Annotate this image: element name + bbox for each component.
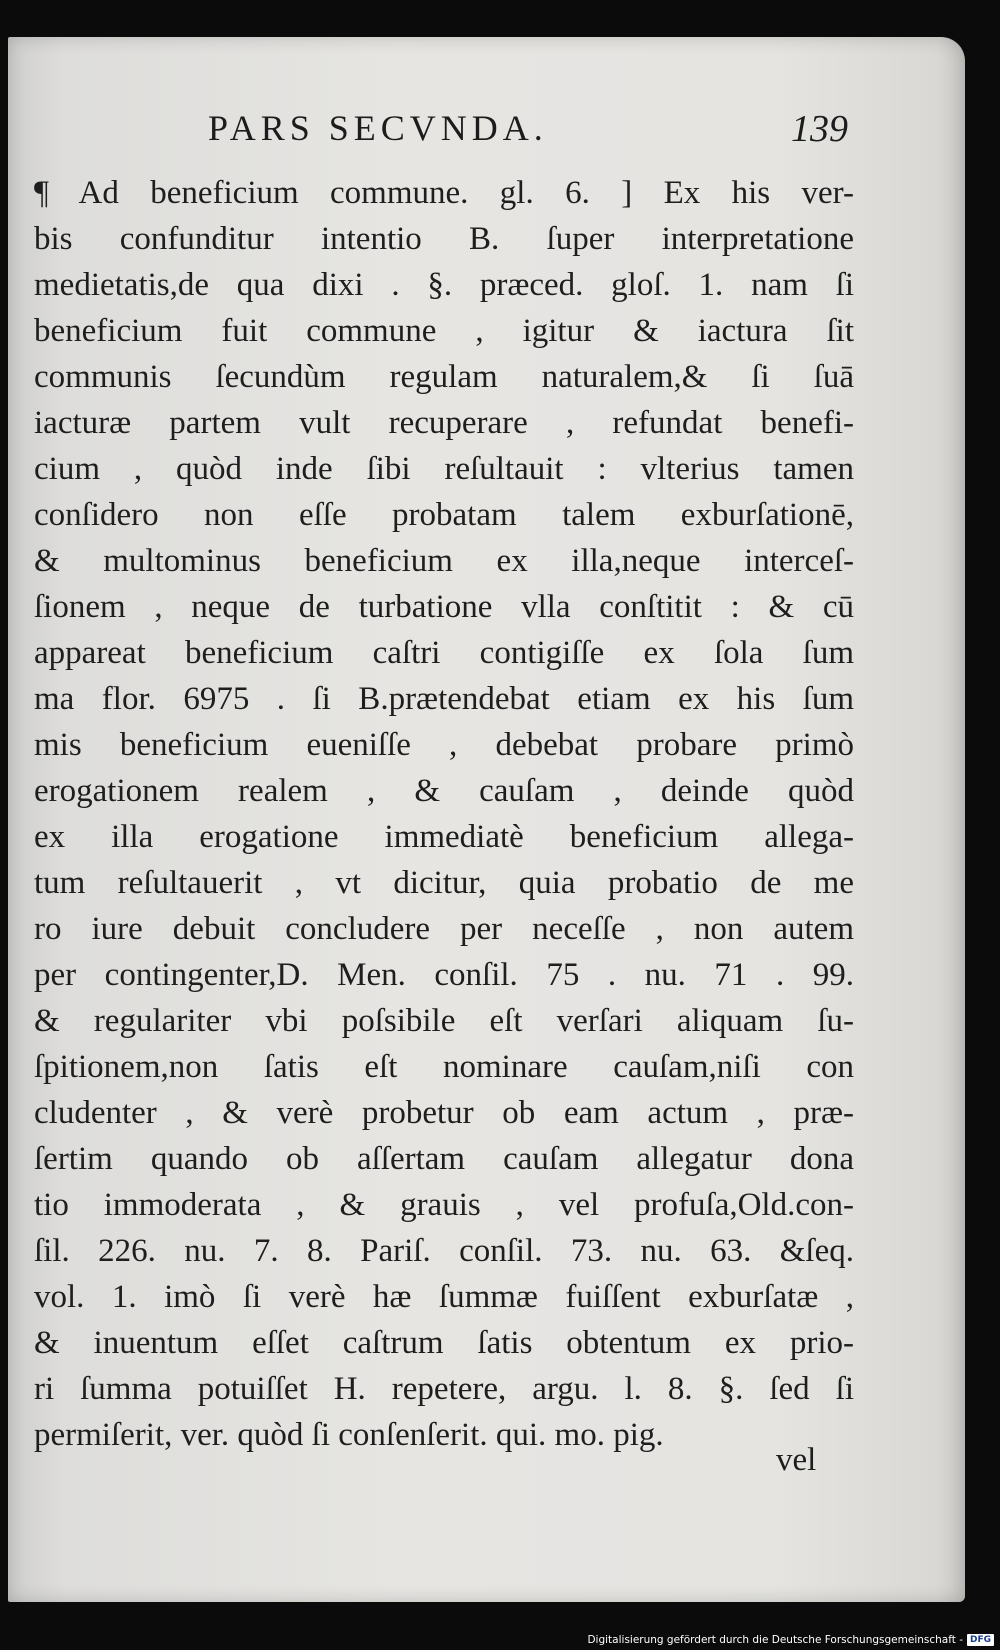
text-line: cludenter , & verè probetur ob eam actum , præ- [34,1095,854,1131]
text-line: & inuentum eſſet caſtrum ſatis obtentum ex prio- [34,1325,854,1361]
text-line: ¶ Ad beneficium commune. gl. 6. ] Ex his ver- [34,175,854,211]
text-line: ſil. 226. nu. 7. 8. Pariſ. conſil. 73. nu. 63. &ſeq. [34,1233,854,1269]
body-text [34,170,854,1458]
page-number: 139 [791,108,848,150]
page-header [208,107,848,157]
text-line: ex illa erogatione immediatè beneficium allega- [34,819,854,855]
text-line: conſidero non eſſe probatam talem exburſationē, [34,497,854,533]
text-line: bis confunditur intentio B. ſuper interpretatione [34,221,854,257]
dfg-logo: DFG [967,1634,994,1646]
text-line: cium , quòd inde ſibi reſultauit : vlterius tamen [34,451,854,487]
text-line: permiſerit, ver. quòd ſi conſenſerit. qui. mo. pig. [34,1417,664,1453]
text-line: tio immoderata , & grauis , vel profuſa,Old.con- [34,1187,854,1223]
catchword: vel [776,1442,817,1478]
text-line: ri ſumma potuiſſet H. repetere, argu. l. 8. §. ſed ſi [34,1371,854,1407]
text-line: vol. 1. imò ſi verè hæ ſummæ fuiſſent exburſatæ , [34,1279,854,1315]
text-line: appareat beneficium caſtri contigiſſe ex ſola ſum [34,635,854,671]
book-page [8,37,965,1602]
text-line: mis beneficium eueniſſe , debebat probare primò [34,727,854,763]
funding-footer [587,1634,994,1646]
text-line: ſpitionem,non ſatis eſt nominare cauſam,niſi con [34,1049,854,1085]
funding-note: Digitalisierung gefördert durch die Deutsche Forschungsgemeinschaft - [587,1634,963,1646]
text-line: medietatis,de qua dixi . §. præced. gloſ. 1. nam ſi [34,267,854,303]
text-line: tum reſultauerit , vt dicitur, quia probatio de me [34,865,854,901]
text-line: ſionem , neque de turbatione vlla conſtitit : & cū [34,589,854,625]
text-line: communis ſecundùm regulam naturalem,& ſi ſuā [34,359,854,395]
text-line: beneficium fuit commune , igitur & iactura ſit [34,313,854,349]
text-line: iacturæ partem vult recuperare , refundat benefi- [34,405,854,441]
running-head: PARS SECVNDA. [208,108,548,148]
text-line: erogationem realem , & cauſam , deinde quòd [34,773,854,809]
text-line: & regulariter vbi poſsibile eſt verſari aliquam ſu- [34,1003,854,1039]
text-line: ſertim quando ob aſſertam cauſam allegatur dona [34,1141,854,1177]
text-line: per contingenter,D. Men. conſil. 75 . nu. 71 . 99. [34,957,854,993]
text-line: & multominus beneficium ex illa,neque interceſ- [34,543,854,579]
text-line: ma flor. 6975 . ſi B.prætendebat etiam ex his ſum [34,681,854,717]
text-line: ro iure debuit concludere per neceſſe , non autem [34,911,854,947]
